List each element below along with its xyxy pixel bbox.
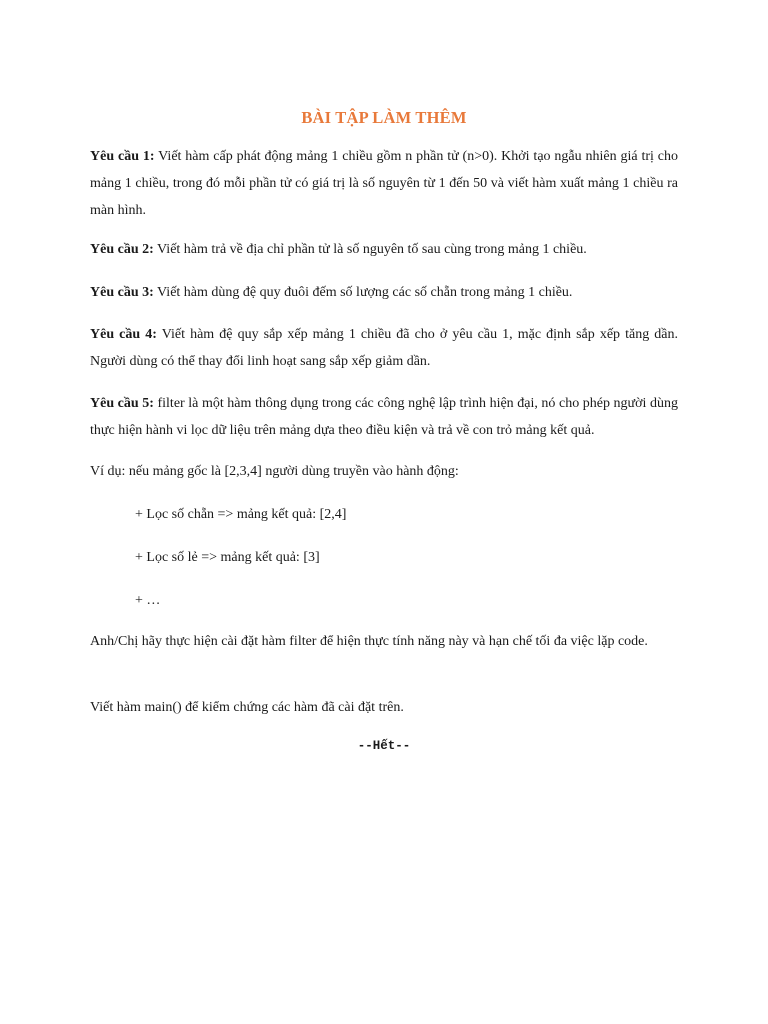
requirement-2 (90, 236, 678, 263)
requirement-label: Yêu cầu 5: (90, 396, 154, 411)
requirement-label: Yêu cầu 2: (90, 242, 154, 257)
requirement-text: Viết hàm dùng đệ quy đuôi đếm số lượng các số chẵn trong mảng 1 chiều. (153, 285, 573, 300)
instruction-paragraph: Anh/Chị hãy thực hiện cài đặt hàm filter để hiện thực tính năng này và hạn chế tối đa việc lặp code. (90, 634, 648, 649)
requirement-3 (90, 279, 678, 306)
main-note: Viết hàm main() để kiểm chứng các hàm đã cài đặt trên. (90, 700, 404, 715)
example-intro: Ví dụ: nếu mảng gốc là [2,3,4] người dùng truyền vào hành động: (90, 464, 459, 479)
requirement-1 (90, 143, 678, 224)
requirement-label: Yêu cầu 4: (90, 327, 157, 342)
end-mark: --Hết-- (357, 739, 411, 753)
requirement-text: Viết hàm đệ quy sắp xếp mảng 1 chiều đã cho ở yêu cầu 1, mặc định sắp xếp tăng dần. Người dùng có thể thay đổi linh hoạt sang sắp xếp giảm dần. (90, 327, 679, 369)
requirement-text: filter là một hàm thông dụng trong các công nghệ lập trình hiện đại, nó cho phép người dùng thực hiện hành vi lọc dữ liệu trên mảng dựa theo điều kiện và trả về con trỏ mảng kết quả. (90, 396, 679, 438)
requirement-4 (90, 321, 678, 375)
requirement-text: Viết hàm cấp phát động mảng 1 chiều gồm n phần tử (n>0). Khởi tạo ngẫu nhiên giá trị cho mảng 1 chiều, trong đó mỗi phần tử có giá trị là số nguyên từ 1 đến 50 và viết hàm xuất mảng 1 chiều ra màn hình. (90, 149, 678, 218)
requirement-label: Yêu cầu 3: (90, 285, 154, 300)
example-item: + Lọc số lẻ => mảng kết quả: [3] (135, 550, 320, 565)
document-title: BÀI TẬP LÀM THÊM (301, 108, 467, 127)
requirement-text: Viết hàm trả về địa chỉ phần tử là số nguyên tố sau cùng trong mảng 1 chiều. (153, 242, 587, 257)
example-item: + … (135, 593, 161, 608)
requirement-label: Yêu cầu 1: (90, 149, 155, 164)
example-item: + Lọc số chẵn => mảng kết quả: [2,4] (135, 507, 347, 522)
requirement-5 (90, 390, 678, 444)
